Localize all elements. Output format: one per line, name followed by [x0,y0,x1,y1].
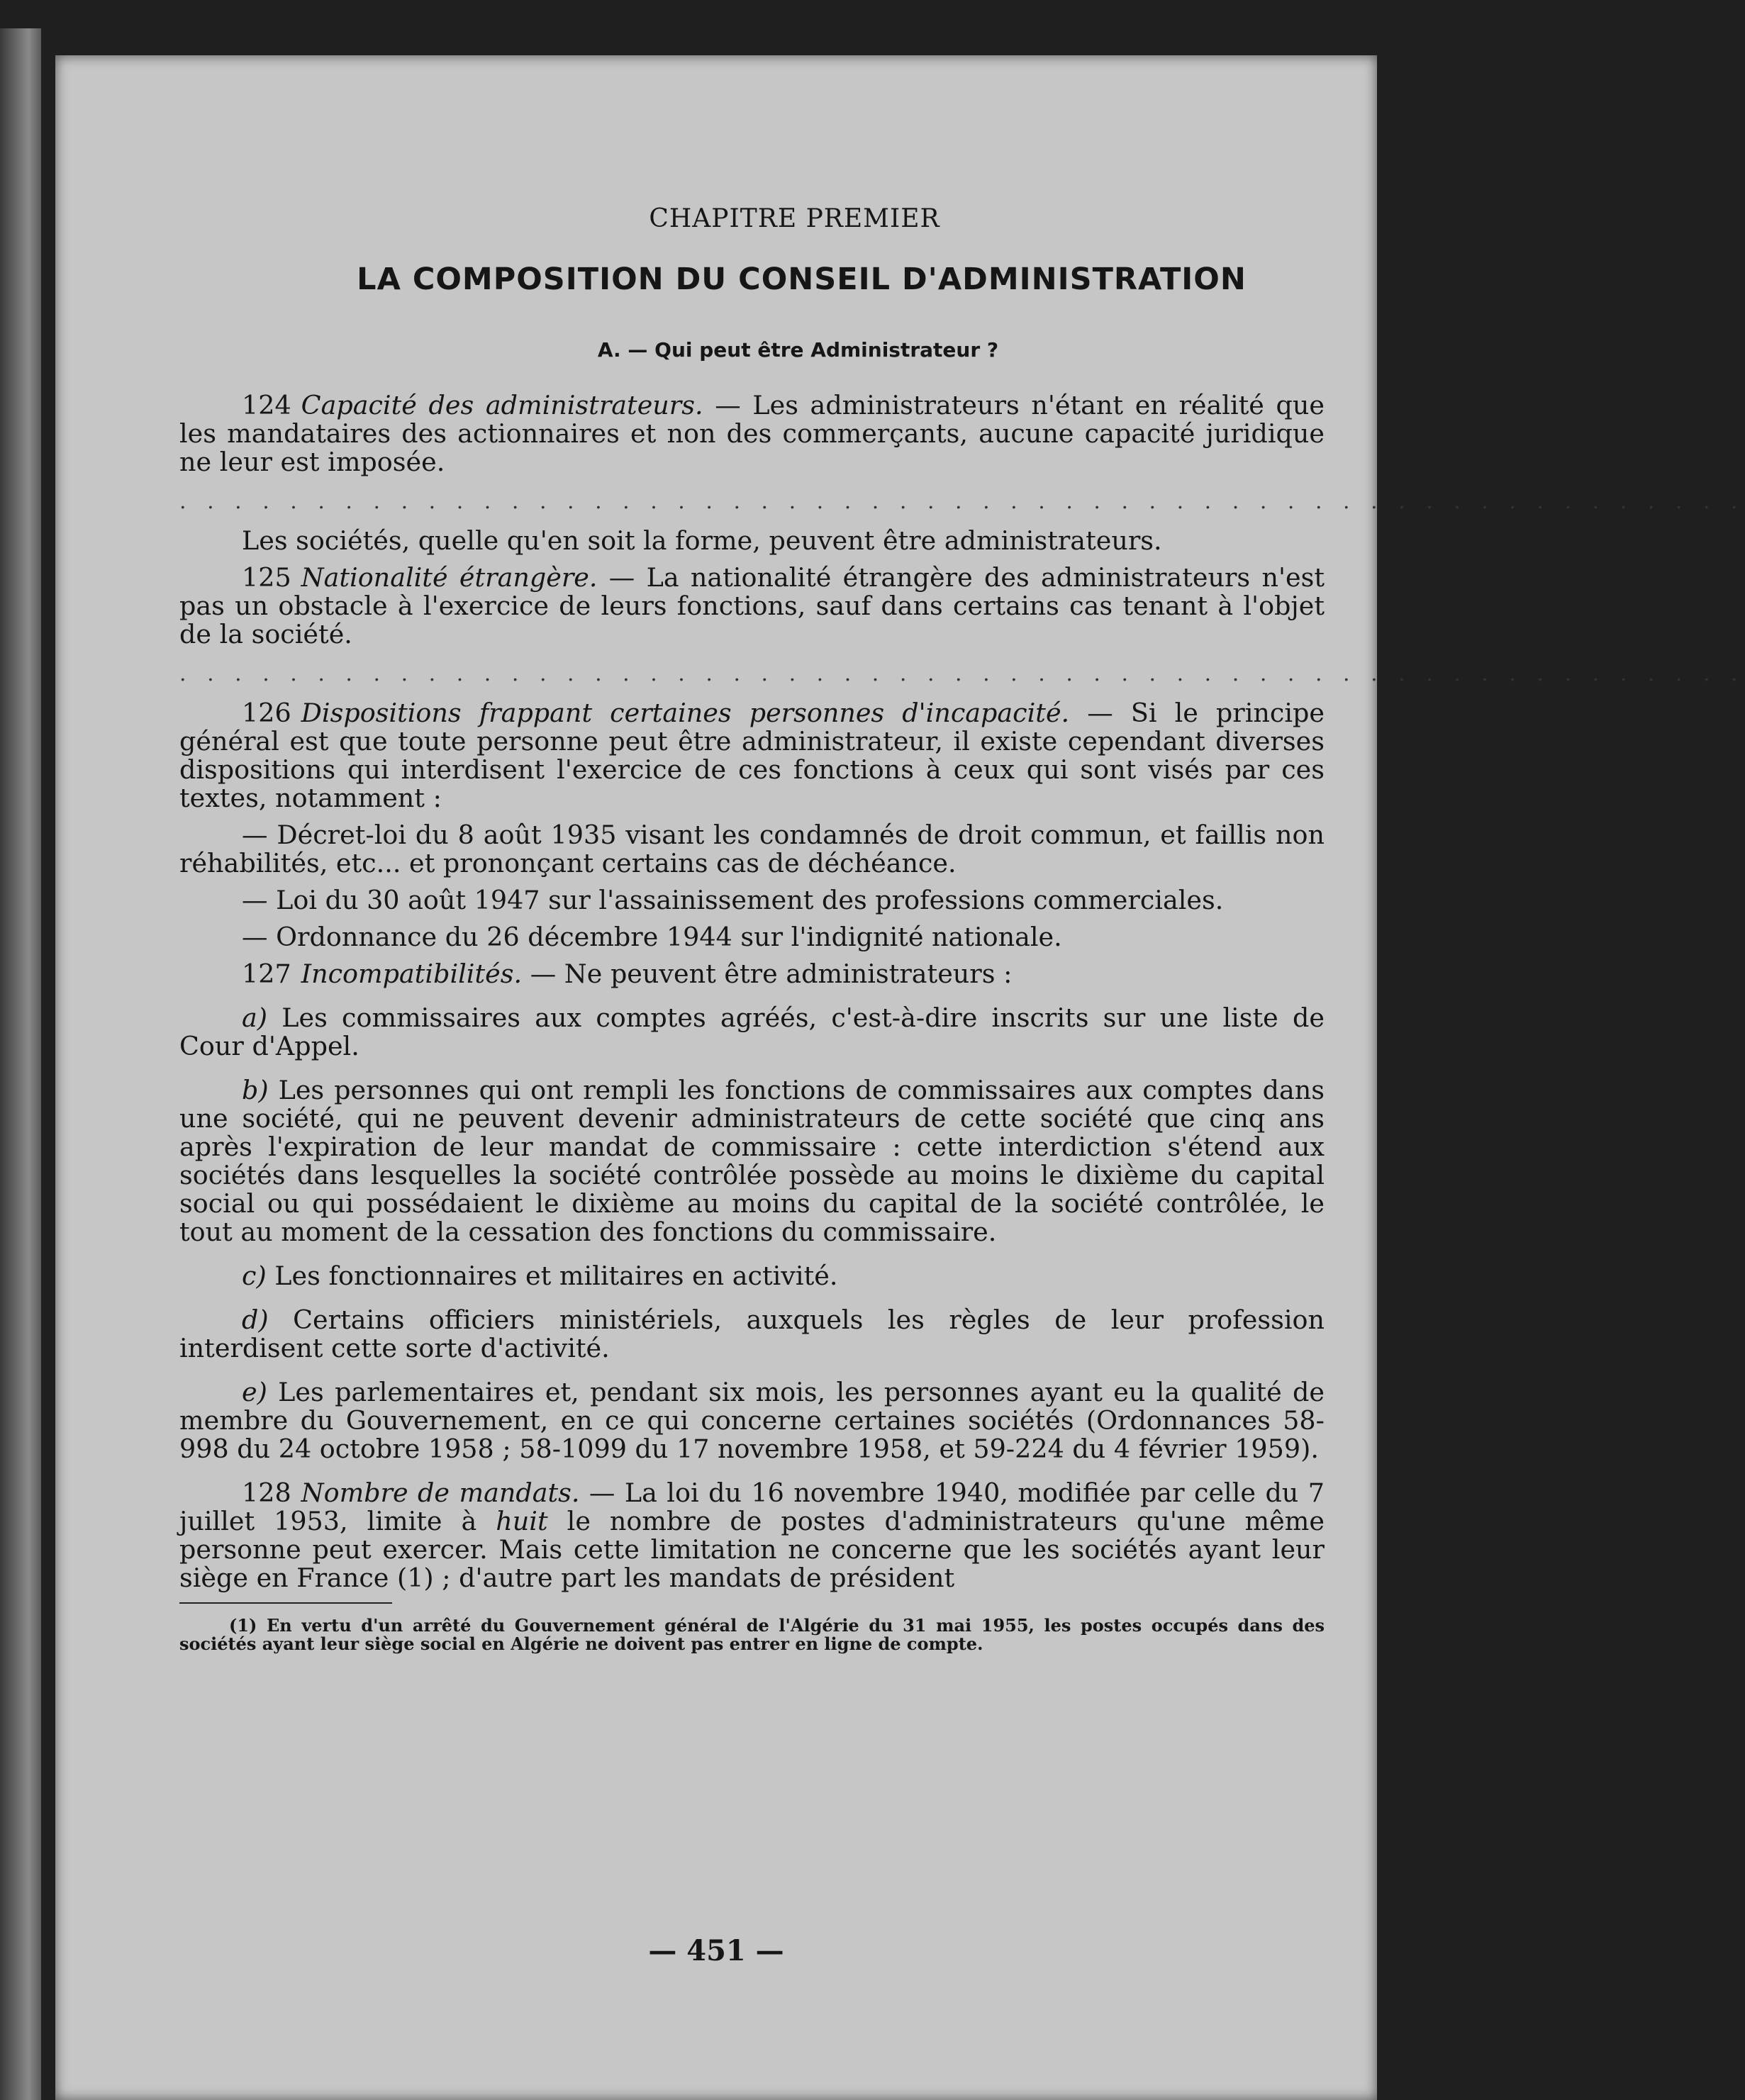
paragraph-heading: Capacité des administrateurs. [301,390,703,420]
page-number: — 451 — [648,1934,784,1967]
item-text: Les parlementaires et, pendant six mois, les personnes ayant eu la qualité de membre du Gouvernement, en ce qui concerne certaines sociétés (Ordonnances 58-998 du 24 octobre 1958 ; 58-1099 du 17 novembre 1958, et 59-224 du 4 février 1959). [179,1377,1325,1464]
item-text: Les personnes qui ont rempli les fonctions de commissaires aux comptes dans une société, qui ne peuvent devenir administrateurs de cette société que cinq ans après l'expiration de leur mandat de commissaire : cette interdiction s'étend aux sociétés dans lesquelles la société contrôlée possède au moins le dixième du capital social ou qui possédaient le dixième au moins du capital de la société contrôlée, le tout au moment de la cessation des fonctions du commissaire. [179,1075,1325,1247]
paragraph-number: 128 [242,1478,291,1508]
page-content [179,204,1745,1654]
paragraph-128 [179,1479,1325,1592]
paragraph-text: le nombre de postes d'administrateurs qu'une même personne peut exercer. Mais cette limitation ne concerne que les sociétés ayant leur siège en France (1) ; d'autre part les mandats de président [179,1506,1325,1593]
paragraph-heading: Nombre de mandats. [301,1478,580,1508]
list-item-decret-loi: — Décret-loi du 8 août 1935 visant les condamnés de droit commun, et faillis non réhabilités, etc... et prononçant certains cas de déchéance. [179,820,1325,878]
paragraph-number: 125 [242,562,291,593]
footnote: (1) En vertu d'un arrêté du Gouvernement général de l'Algérie du 31 mai 1955, les postes occupés dans des sociétés ayant leur siège social en Algérie ne doivent pas entrer en ligne de compte. [179,1615,1325,1654]
item-letter: c) [242,1261,267,1291]
item-b [179,1076,1325,1246]
paragraph-126 [179,699,1325,812]
list-item-ordonnance-1944: — Ordonnance du 26 décembre 1944 sur l'indignité nationale. [242,922,1062,952]
paragraph-text: — Si le principe général est que toute personne peut être administrateur, il existe cependant diverses dispositions qui interdisent l'exercice de ces fonctions à ceux qui sont visés par ces textes, notamment : [179,698,1325,813]
item-letter: d) [242,1305,269,1335]
paragraph-number: 126 [242,698,291,728]
paragraph-heading: Nationalité étrangère. [301,562,598,593]
section-heading: A. — Qui peut être Administrateur ? [597,338,999,362]
paragraph-124-continued: Les sociétés, quelle qu'en soit la forme, peuvent être administrateurs. [242,525,1162,556]
paragraph-text: — Les administrateurs n'étant en réalité que les mandataires des actionnaires et non des commerçants, aucune capacité juridique ne leur est imposée. [179,390,1325,477]
item-d [179,1306,1325,1363]
paragraph-heading: Dispositions frappant certaines personnes d'incapacité. [301,698,1070,728]
ellipsis-line: . . . . . . . . . . . . . . . . . . . . . . . . . . . . . . . . . . . . . . . . . . . . . . . . . . . . . . . . . [179,661,1745,686]
paragraph-heading: Incompatibilités. [301,959,523,989]
paragraph-number: 124 [242,390,291,420]
item-text: Certains officiers ministériels, auxquels les règles de leur profession interdisent cette sorte d'activité. [179,1305,1325,1363]
paragraph-127 [179,960,1325,988]
paragraph-text: — La nationalité étrangère des administrateurs n'est pas un obstacle à l'exercice de leurs fonctions, sauf dans certains cas tenant à l'objet de la société. [179,562,1325,649]
list-item-loi-1947: — Loi du 30 août 1947 sur l'assainissement des professions commerciales. [242,885,1224,915]
item-a [179,1004,1325,1061]
book-page [55,55,1745,2100]
chapter-heading: CHAPITRE PREMIER [649,204,940,233]
chapter-title: LA COMPOSITION DU CONSEIL D'ADMINISTRATION [357,262,1247,297]
footnote-divider [179,1602,392,1604]
item-text: Les commissaires aux comptes agréés, c'est-à-dire inscrits sur une liste de Cour d'Appel. [179,1002,1325,1061]
emphasized-word: huit [496,1506,548,1536]
item-text: Les fonctionnaires et militaires en activité. [266,1261,838,1291]
paragraph-text: — Ne peuvent être administrateurs : [522,959,1013,989]
paragraph-number: 127 [242,959,291,989]
ellipsis-line: . . . . . . . . . . . . . . . . . . . . . . . . . . . . . . . . . . . . . . . . . . . . . . . . . . . . . . . . . [179,489,1745,514]
paragraph-text: — La loi du 16 novembre 1940, modifiée par celle du 7 juillet 1953, limite à [179,1478,1325,1536]
item-letter: a) [242,1002,268,1033]
item-letter: e) [242,1377,267,1407]
paragraph-124 [179,391,1325,476]
paragraph-125 [179,564,1325,649]
item-letter: b) [242,1075,269,1105]
item-c [179,1262,1325,1290]
item-e [179,1378,1325,1463]
left-page-edge [0,28,41,2100]
